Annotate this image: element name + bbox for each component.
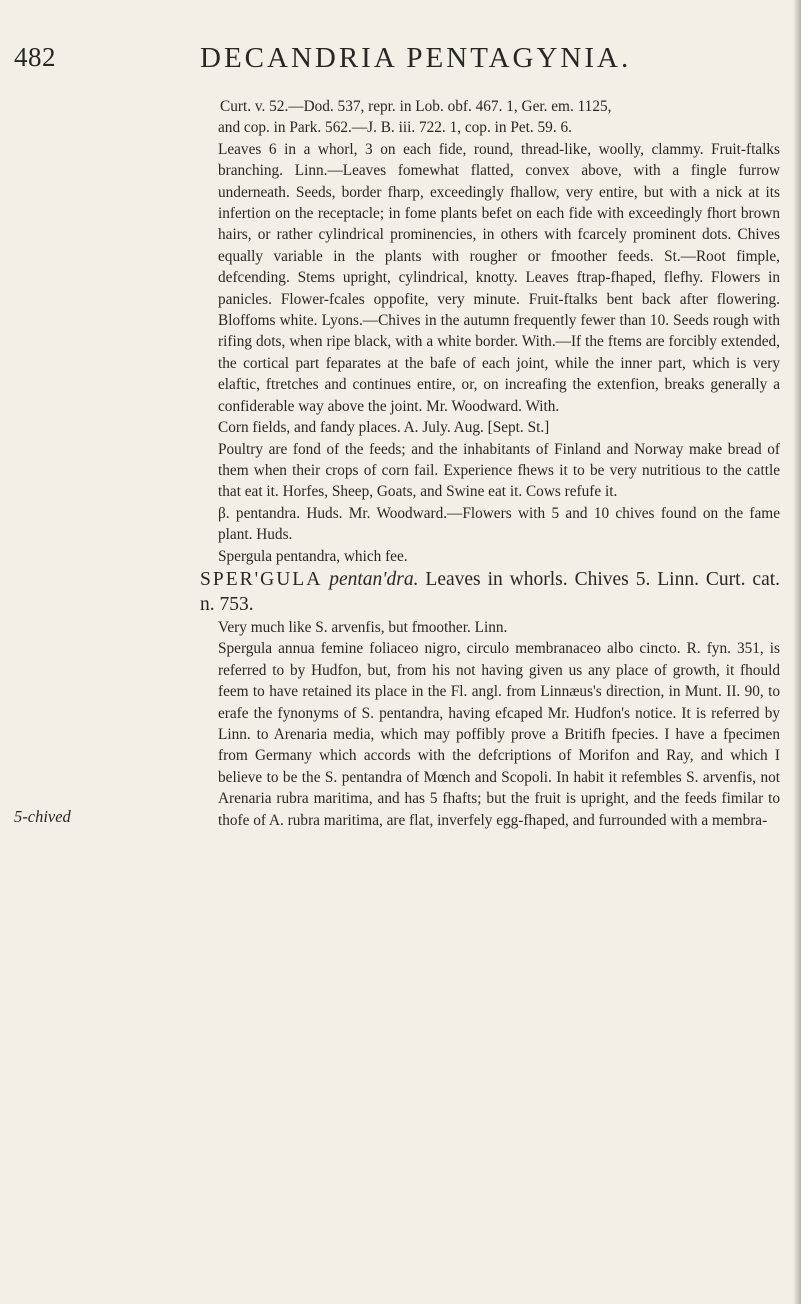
reference-line: and cop. in Park. 562.—J. B. iii. 722. 1, cop. in Pet. 59. 6. <box>218 119 572 137</box>
margin-note: 5-chived <box>14 807 71 826</box>
page-header <box>0 42 801 82</box>
variety-paragraph: β. pentandra. Huds. Mr. Woodward.—Flowers with 5 and 10 chives found on the fame plant. Huds. <box>218 504 780 544</box>
species-epithet: pentan'dra. <box>329 568 419 590</box>
genus-name: SPER'GULA <box>200 568 323 590</box>
species-heading <box>200 567 780 617</box>
reference-line: Curt. v. 52.—Dod. 537, repr. in Lob. obf. 467. 1, Ger. em. 1125, <box>220 98 612 115</box>
variety-reference: Spergula pentandra, which fee. <box>218 547 408 565</box>
species-diagnosis: Leaves in whorls. Chives 5. Linn. Curt. cat. n. 753. <box>200 568 781 615</box>
page-edge-shadow <box>793 0 801 1304</box>
running-head: DECANDRIA PENTAGYNIA. <box>200 42 632 74</box>
page-body <box>200 96 780 831</box>
page-number: 482 <box>14 42 56 72</box>
uses-paragraph: Poultry are fond of the feeds; and the inhabitants of Finland and Norway make bread of them when their crops of corn fail. Experience fhews it to be very nutritious to the cattle that eat it. Horfes, Sheep, Goats, and Swine eat it. Cows refufe it. <box>218 440 780 501</box>
habitat-line: Corn fields, and fandy places. A. July. Aug. [Sept. St.] <box>218 419 550 437</box>
description-paragraph: Spergula annua femine foliaceo nigro, circulo membranaceo albo cincto. R. fyn. 351, is referred to by Hudfon, but, from his not having given us any place of growth, it fhould feem to have retained its place in the Fl. angl. from Linnæus's direction, in Munt. II. 90, to erafe the fynonyms of S. pentandra, having efcaped Mr. Hudfon's notice. It is referred by Linn. to Arenaria media, which may poffibly prove a Britifh fpecies. I have a fpecimen from Germany which accords with the defcriptions of Morifon and Ray, and which I believe to be the S. pentandra of Mœnch and Scopoli. In habit it refembles S. arvenfis, not Arenaria rubra maritima, and has 5 fhafts; but the fruit is upright, and the feeds fimilar to thofe of A. rubra maritima, are flat, inverfely egg-fhaped, and furrounded with a membra- <box>218 640 780 829</box>
description-paragraph: Very much like S. arvenfis, but fmoother. Linn. <box>218 618 508 636</box>
description-paragraph: Leaves 6 in a whorl, 3 on each fide, round, thread-like, woolly, clammy. Fruit-ftalks branching. Linn.—Leaves fomewhat flatted, convex above, with a fingle furrow underneath. Seeds, border fharp, exceedingly fhallow, very entire, but with a nick at its infertion on the receptacle; in fome plants befet on each fide with exceedingly fhort brown hairs, or rather cylindrical prominencies, in others with fcarcely prominent dots. Chives equally variable in the plants with rougher or fmoother feeds. St.—Root fimple, defcending. Stems upright, cylindrical, knotty. Leaves ftrap-fhaped, flefhy. Flowers in panicles. Flower-fcales oppofite, very minute. Fruit-ftalks bent back after flowering. Bloffoms white. Lyons.—Chives in the autumn frequently fewer than 10. Seeds rough with rifing dots, when ripe black, with a white border. With.—If the ftems are forcibly extended, the cortical part feparates at the bafe of each joint, while the inner part, which is very elaftic, ftretches and continues entire, or, on increafing the extenfion, breaks generally a confiderable way above the joint. Mr. Woodward. With. <box>218 140 780 415</box>
